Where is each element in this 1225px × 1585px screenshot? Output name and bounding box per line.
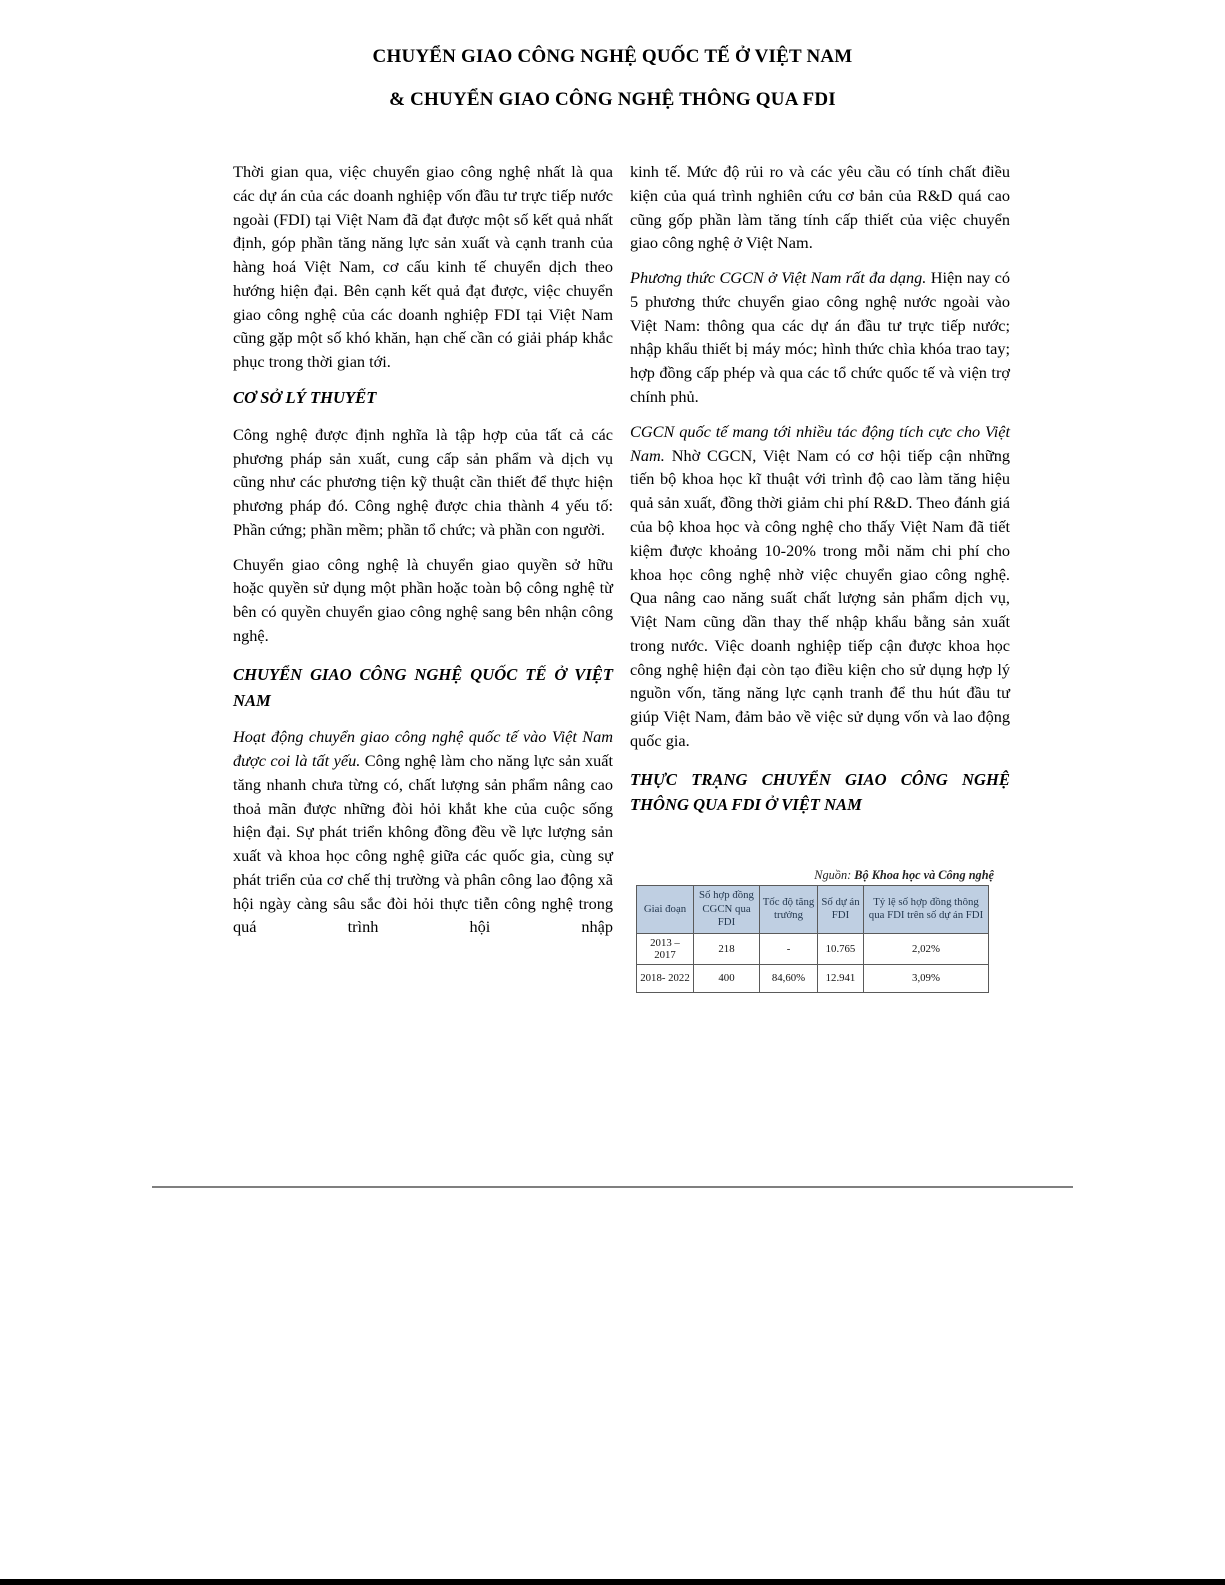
paragraph-lead-italic: Hoạt động chuyển giao công nghệ quốc tế vào Việt Nam được coi là tất yếu. — [233, 727, 613, 770]
paragraph-intro: Thời gian qua, việc chuyển giao công nghệ nhất là qua các dự án của các doanh nghiệp vốn đầu tư trực tiếp nước ngoài (FDI) tại Việt Nam đã đạt được một số kết quả nhất định, góp phần tăng năng lực sản xuất và cạnh tranh của hàng hoá Việt Nam, cơ cấu kinh tế chuyển dịch theo hướng hiện đại. Bên cạnh kết quả đạt được, việc chuyển giao công nghệ của các doanh nghiệp FDI tại Việt Nam cũng gặp một số khó khăn, hạn chế cần có giải pháp khắc phục trong thời gian tới. — [233, 162, 613, 372]
footnote-divider — [152, 1186, 1073, 1188]
cell-fdi-projects: 12.941 — [818, 964, 864, 992]
paragraph-hoat-dong-cgcn — [233, 725, 613, 939]
paragraph-chuyen-giao-dinh-nghia: Chuyển giao công nghệ là chuyển giao quyền sở hữu hoặc quyền sử dụng một phần hoặc toàn bộ công nghệ từ bên có quyền chuyển giao công nghệ sang bên nhận công nghệ. — [233, 554, 613, 645]
two-column-body — [233, 160, 1011, 993]
cell-growth: 84,60% — [760, 964, 818, 992]
paragraph-rest: Công nghệ làm cho năng lực sản xuất tăng nhanh chưa từng có, chất lượng sản phẩm nâng cao thoả mãn được những đòi hỏi khắt khe của cuộc sống hiện đại. Sự phát triển không đồng đều về lực lượng sản xuất và khoa học công nghệ giữa các quốc gia, cùng sự phát triển của cơ chế thị trường và phân công lao động xã hội ngày càng sâu sắc đòi hỏi thực tiễn công nghệ trong quá trình hội nhập — [233, 751, 614, 937]
section-heading-thuc-trang: THỰC TRẠNG CHUYỂN GIAO CÔNG NGHỆ THÔNG QUA FDI Ở VIỆT NAM — [630, 769, 1010, 815]
paragraph-rest: Hiện nay có 5 phương thức chuyển giao công nghệ nước ngoài vào Việt Nam: thông qua các dự án đầu tư trực tiếp nước; nhập khẩu thiết bị máy móc; hình thức chìa khóa trao tay; hợp đồng cấp phép và qua các tổ chức quốc tế và viện trợ chính phủ. — [630, 268, 1011, 407]
title-line-1: CHUYỂN GIAO CÔNG NGHỆ QUỐC TẾ Ở VIỆT NAM — [372, 46, 853, 67]
source-name: Bộ Khoa học và Công nghệ — [854, 868, 994, 883]
table-header-row — [637, 886, 989, 933]
table-row — [637, 933, 989, 964]
title-line-2: & CHUYỂN GIAO CÔNG NGHỆ THÔNG QUA FDI — [389, 88, 836, 110]
fdi-technology-transfer-table — [636, 885, 989, 992]
cell-period: 2013 – 2017 — [637, 933, 694, 964]
cell-fdi-projects: 10.765 — [818, 933, 864, 964]
column-header-toc-do: Tốc độ tăng trưởng — [760, 886, 818, 933]
table-source-note — [630, 868, 994, 883]
source-label: Nguồn: — [814, 868, 855, 883]
paragraph-lead-italic: Phương thức CGCN ở Việt Nam rất đa dạng. — [630, 268, 927, 288]
paragraph-kinh-te-continuation: kinh tế. Mức độ rủi ro và các yêu cầu có tính chất điều kiện của quá trình nghiên cứu cơ bản của R&D quá cao cũng gốp phần làm tăng tính cấp thiết của việc chuyển giao công nghệ ở Việt Nam. — [630, 162, 1010, 253]
right-column — [630, 160, 1010, 993]
column-header-ty-le: Tỷ lệ số hợp đồng thông qua FDI trên số dự án FDI — [864, 886, 989, 933]
cell-period: 2018- 2022 — [637, 964, 694, 992]
paragraph-rest: Nhờ CGCN, Việt Nam có cơ hội tiếp cận những tiến bộ khoa học kĩ thuật với trình độ cao làm tăng hiệu quả sản xuất, đồng thời giảm chi phí R&D. Theo đánh giá của bộ khoa học và công nghệ cho thấy Việt Nam đã tiết kiệm được khoảng 10-20% trong mỗi năm chi phí cho khoa học công nghệ nhờ việc chuyển giao công nghệ. Qua nâng cao năng suất chất lượng sản phẩm dịch vụ, Việt Nam cũng dần thay thế nhập khẩu bằng sản xuất trong nước. Việc doanh nghiệp tiếp cận được khoa học công nghệ hiện đại còn tạo điều kiện cho sử dụng hợp lý nguồn vốn, tăng năng lực cạnh tranh để thu hút đầu tư giúp Việt Nam, đảm bảo về việc sử dụng vốn và lao động quốc gia. — [630, 445, 1010, 750]
left-column — [233, 160, 613, 993]
document-title — [0, 46, 1225, 132]
column-header-giai-doan: Giai đoạn — [637, 886, 694, 933]
paragraph-dinh-nghia-cong-nghe: Công nghệ được định nghĩa là tập hợp của tất cả các phương pháp sản xuất, cung cấp sản phẩm và dịch vụ cũng như các phương tiện kỹ thuật cần thiết để thực hiện phương pháp đó. Công nghệ được chia thành 4 yếu tố: Phần cứng; phần mềm; phần tổ chức; và phần con người. — [233, 424, 613, 539]
page-bottom-edge — [0, 1579, 1225, 1585]
column-header-so-hop-dong: Số hợp đồng CGCN qua FDI — [694, 886, 760, 933]
cell-growth: - — [760, 933, 818, 964]
section-heading-cgcn-quoc-te: CHUYỂN GIAO CÔNG NGHỆ QUỐC TẾ Ở VIỆT NAM — [233, 664, 613, 710]
column-header-so-du-an: Số dự án FDI — [818, 886, 864, 933]
cell-contracts: 218 — [694, 933, 760, 964]
cell-ratio: 3,09% — [864, 964, 989, 992]
cell-ratio: 2,02% — [864, 933, 989, 964]
section-heading-co-so-ly-thuyet: CƠ SỞ LÝ THUYẾT — [233, 388, 377, 408]
data-table-section — [630, 868, 1010, 992]
paragraph-cgcn-tac-dong — [630, 420, 1010, 753]
table-row — [637, 964, 989, 992]
paragraph-lead-italic: CGCN quốc tế mang tới nhiều tác động tích cực cho Việt Nam. — [630, 421, 1010, 465]
paragraph-phuong-thuc-cgcn — [630, 266, 1010, 409]
cell-contracts: 400 — [694, 964, 760, 992]
